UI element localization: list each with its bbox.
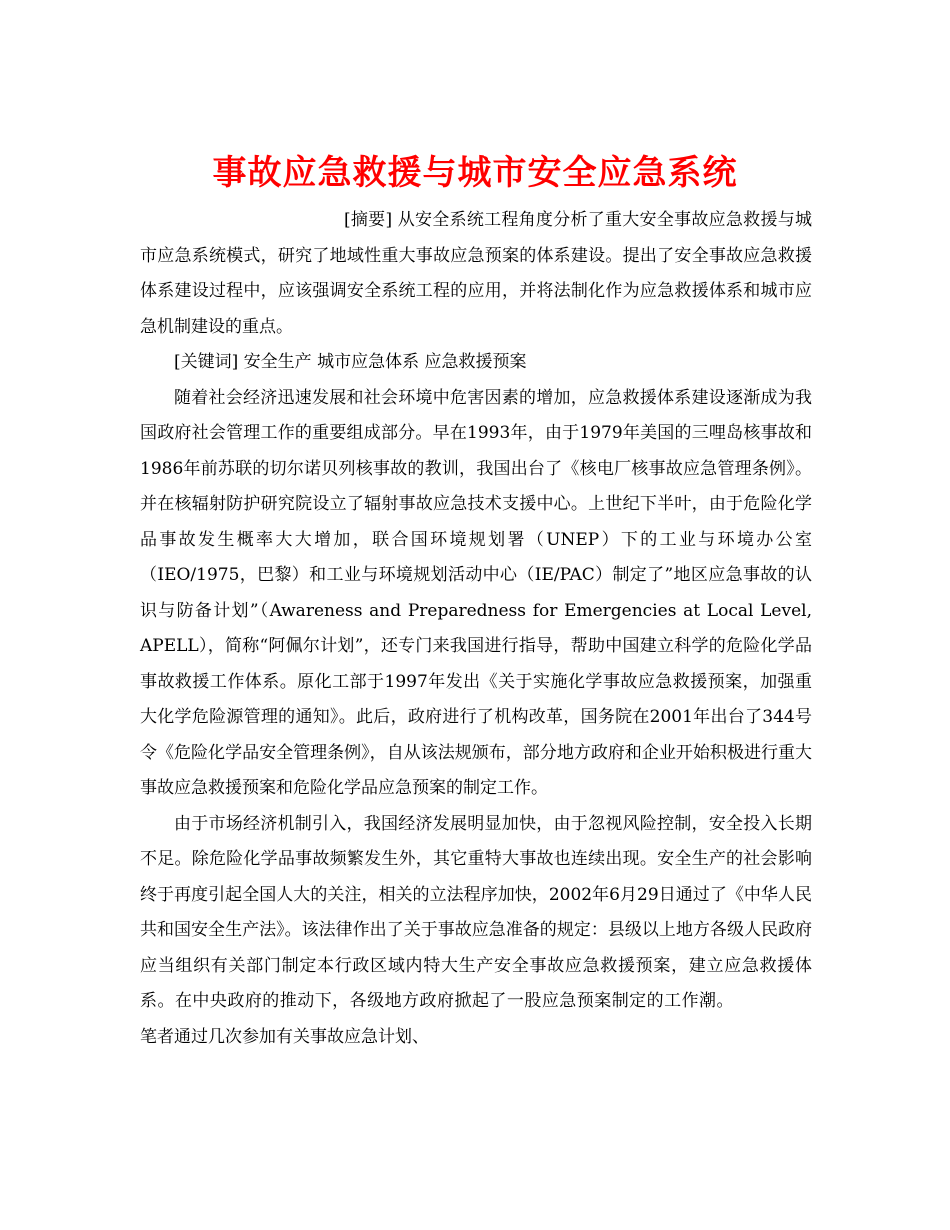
document-title: 事故应急救援与城市安全应急系统 — [212, 152, 738, 193]
body-paragraph-1: 随着社会经济迅速发展和社会环境中危害因素的增加，应急救援体系建设逐渐成为我国政府社会管理工作的重要组成部分。早在1993年，由于1979年美国的三哩岛核事故和1986年前苏联的切尔诺贝列核事故的教训，我国出台了《核电厂核事故应急管理条例》。并在核辐射防护研究院设立了辐射事故应急技术支援中心。上世纪下半叶，由于危险化学品事故发生概率大大增加，联合国环境规划署（UNEP）下的工业与环境办公室（IEO/1975，巴黎）和工业与环境规划活动中心（IE/PAC）制定了”地区应急事故的认识与防备计划”（Awareness and Preparedness for Emergencies at Local Level, APELL），简称“阿佩尔计划”，还专门来我国进行指导，帮助中国建立科学的危险化学品事故救援工作体系。原化工部于1997年发出《关于实施化学事故应急救援预案，加强重大化学危险源管理的通知》。此后，政府进行了机构改革，国务院在2001年出台了344号令《危险化学品安全管理条例》，自从该法规颁布，部分地方政府和企业开始积极进行重大事故应急救援预案和危险化学品应急预案的制定工作。 — [140, 387, 812, 798]
document-body — [140, 203, 812, 1055]
body-paragraph-2-continuation: 笔者通过几次参加有关事故应急计划、 — [140, 1026, 429, 1047]
abstract-paragraph: [摘要] 从安全系统工程角度分析了重大安全事故应急救援与城市应急系统模式，研究了地域性重大事故应急预案的体系建设。提出了安全事故应急救援体系建设过程中，应该强调安全系统工程的应用，并将法制化作为应急救援体系和城市应急机制建设的重点。 — [140, 210, 812, 337]
keywords-paragraph: [关键词] 安全生产 城市应急体系 应急救援预案 — [174, 352, 527, 372]
body-paragraph-2 — [140, 807, 812, 1056]
body-paragraph-2-text: 由于市场经济机制引入，我国经济发展明显加快，由于忽视风险控制，安全投入长期不足。除危险化学品事故频繁发生外，其它重特大事故也连续出现。安全生产的社会影响终于再度引起全国人大的关注，相关的立法程序加快，2002年6月29日通过了《中华人民共和国安全生产法》。该法律作出了关于事故应急准备的规定：县级以上地方各级人民政府应当组织有关部门制定本行政区域内特大生产安全事故应急救援预案，建立应急救援体系。在中央政府的推动下，各级地方政府掀起了一股应急预案制定的工作潮。 — [140, 813, 812, 1011]
